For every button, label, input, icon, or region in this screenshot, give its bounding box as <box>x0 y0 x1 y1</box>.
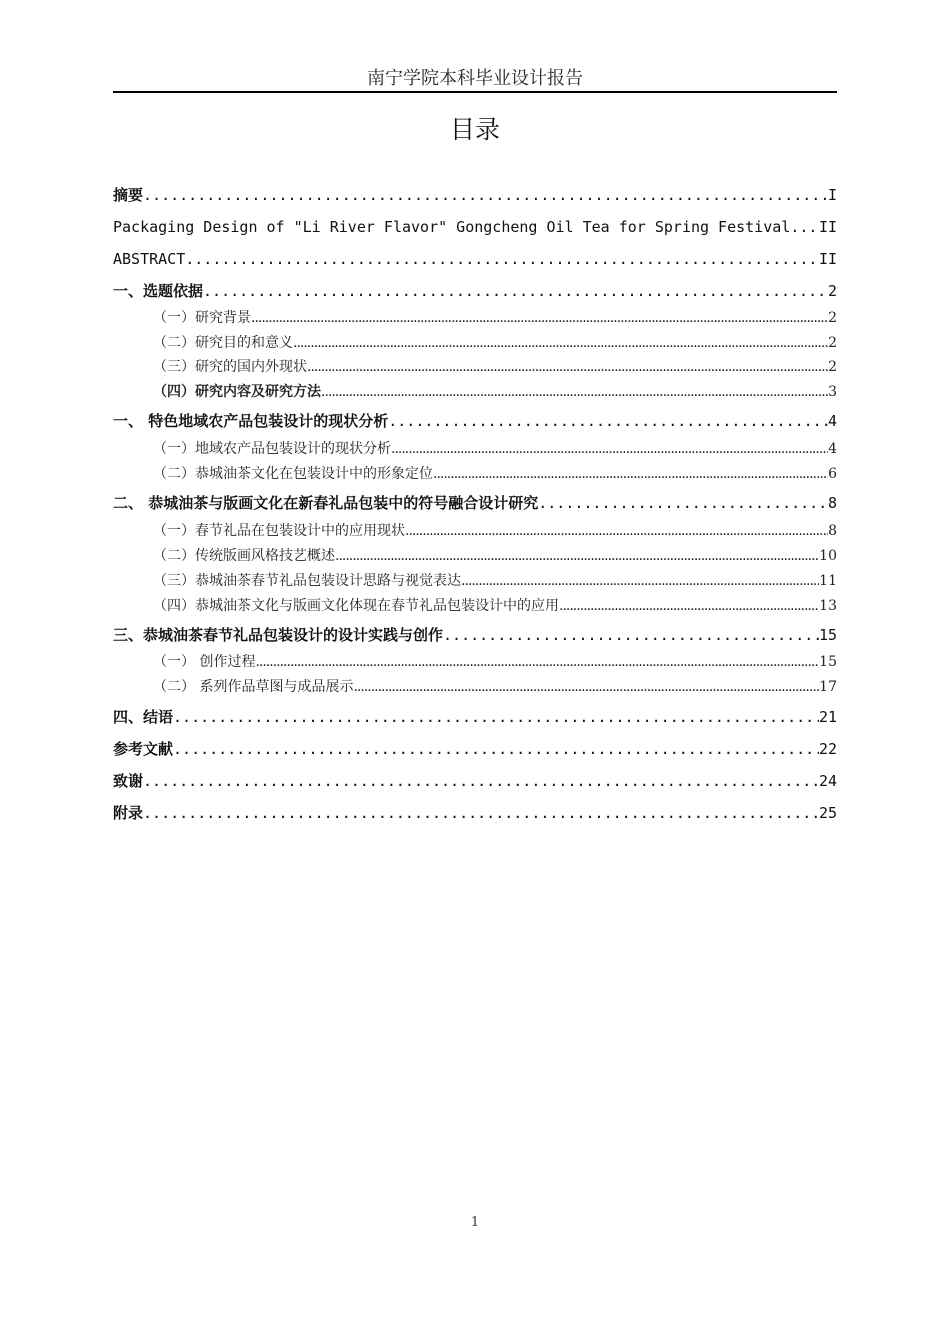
toc-entry-chapter[interactable] <box>113 279 837 303</box>
toc-entry-page: 2 <box>828 359 837 375</box>
toc-entry-label: （一） 创作过程 <box>153 654 256 670</box>
leader-dots <box>307 356 828 378</box>
toc-entry-conclusion[interactable] <box>113 705 837 729</box>
leader-dots <box>143 183 828 207</box>
toc-entry-page: I <box>827 186 837 204</box>
toc-entry-chapter[interactable] <box>113 491 837 515</box>
leader-dots <box>173 737 819 761</box>
toc-entry-page: 15 <box>818 626 837 644</box>
toc-entry-section[interactable] <box>153 676 837 698</box>
toc-entry-page: 2 <box>828 310 837 326</box>
toc-entry-page: 24 <box>818 772 837 790</box>
leader-dots <box>293 332 828 354</box>
toc-entry-page: II <box>818 250 837 268</box>
leader-dots <box>143 769 819 793</box>
leader-dots <box>405 520 828 542</box>
toc-entry-page: 17 <box>819 679 837 695</box>
leader-dots <box>433 463 828 485</box>
toc-entry-chapter[interactable] <box>113 409 837 433</box>
toc-entry-label: （一）春节礼品在包装设计中的应用现状 <box>153 523 405 539</box>
toc-entry-label: ABSTRACT <box>113 250 186 268</box>
page-title: 目录 <box>449 115 500 144</box>
toc-entry-label: （一）地域农产品包装设计的现状分析 <box>153 441 391 457</box>
toc-entry-page: 25 <box>818 804 837 822</box>
leader-dots <box>251 307 828 329</box>
toc-entry-section[interactable] <box>153 570 837 592</box>
leader-dots <box>388 409 828 433</box>
leader-dots <box>559 595 819 617</box>
leader-dots <box>173 705 819 729</box>
toc-entry-label: 附录 <box>113 804 144 822</box>
toc-entry-english-title[interactable] <box>113 215 837 239</box>
toc-entry-label: （二）传统版画风格技艺概述 <box>153 548 335 564</box>
toc-entry-label: 二、 恭城油茶与版画文化在新春礼品包装中的符号融合设计研究 <box>113 494 539 512</box>
leader-dots <box>538 491 828 515</box>
toc-entry-abstract-cn[interactable] <box>113 183 837 207</box>
toc-entry-label: （三）研究的国内外现状 <box>153 359 307 375</box>
leader-dots <box>185 247 819 271</box>
toc-entry-section[interactable] <box>153 332 837 354</box>
leader-dots <box>321 381 828 403</box>
toc-entry-label: 四、结语 <box>113 708 174 726</box>
leader-dots <box>335 545 819 567</box>
toc-entry-page: 10 <box>819 548 837 564</box>
toc-entry-page: 11 <box>819 573 837 589</box>
toc-entry-section[interactable] <box>153 595 837 617</box>
toc-entry-page: 4 <box>828 441 837 457</box>
leader-dots <box>353 676 819 698</box>
toc-entry-page: II <box>818 218 837 236</box>
leader-dots <box>443 623 819 647</box>
toc-entry-appendix[interactable] <box>113 801 837 825</box>
toc-entry-section[interactable] <box>153 651 837 673</box>
toc-entry-page: 2 <box>828 335 837 351</box>
toc-entry-section[interactable] <box>153 545 837 567</box>
toc-entry-page: 4 <box>827 412 837 430</box>
leader-dots <box>461 570 819 592</box>
leader-dots <box>203 279 828 303</box>
toc-entry-page: 8 <box>827 494 837 512</box>
toc-entry-page: 21 <box>818 708 837 726</box>
toc-entry-page: 6 <box>828 466 837 482</box>
toc-entry-label: 摘要 <box>113 186 144 204</box>
toc-entry-label: （二） 系列作品草图与成品展示 <box>153 679 354 695</box>
toc-entry-label: （一）研究背景 <box>153 310 251 326</box>
toc-entry-label: （三）恭城油茶春节礼品包装设计思路与视觉表达 <box>153 573 461 589</box>
toc-entry-section[interactable] <box>153 307 837 329</box>
leader-dots <box>790 215 819 239</box>
toc-entry-section[interactable] <box>153 356 837 378</box>
toc-entry-label: （四）恭城油茶文化与版画文化体现在春节礼品包装设计中的应用 <box>153 598 559 614</box>
toc-entry-label: （四）研究内容及研究方法 <box>153 384 321 400</box>
toc-entry-page: 13 <box>819 598 837 614</box>
toc-entry-page: 8 <box>828 523 837 539</box>
toc-entry-label: 三、恭城油茶春节礼品包装设计的设计实践与创作 <box>113 626 444 644</box>
toc-entry-acknowledgements[interactable] <box>113 769 837 793</box>
page-header: 南宁学院本科毕业设计报告 <box>113 66 837 93</box>
toc-entry-page: 22 <box>818 740 837 758</box>
toc-entry-label: 一、选题依据 <box>113 282 204 300</box>
toc-entry-label: Packaging Design of "Li River Flavor" Gongcheng Oil Tea for Spring Festival <box>113 218 791 236</box>
leader-dots <box>391 438 828 460</box>
toc-entry-label: 一、 特色地域农产品包装设计的现状分析 <box>113 412 389 430</box>
toc-entry-section[interactable] <box>153 381 837 403</box>
toc-entry-page: 15 <box>819 654 837 670</box>
page-number: 1 <box>470 1215 480 1230</box>
leader-dots <box>255 651 819 673</box>
toc-entry-abstract-en[interactable] <box>113 247 837 271</box>
toc-entry-chapter[interactable] <box>113 623 837 647</box>
toc-entry-section[interactable] <box>153 520 837 542</box>
toc-entry-section[interactable] <box>153 438 837 460</box>
toc-entry-page: 3 <box>828 384 837 400</box>
toc-entry-label: 致谢 <box>113 772 144 790</box>
toc-entry-page: 2 <box>827 282 837 300</box>
toc-entry-label: （二）研究目的和意义 <box>153 335 293 351</box>
toc-entry-label: 参考文献 <box>113 740 174 758</box>
toc-entry-references[interactable] <box>113 737 837 761</box>
toc-entry-label: （二）恭城油茶文化在包装设计中的形象定位 <box>153 466 433 482</box>
toc-entry-section[interactable] <box>153 463 837 485</box>
leader-dots <box>143 801 819 825</box>
